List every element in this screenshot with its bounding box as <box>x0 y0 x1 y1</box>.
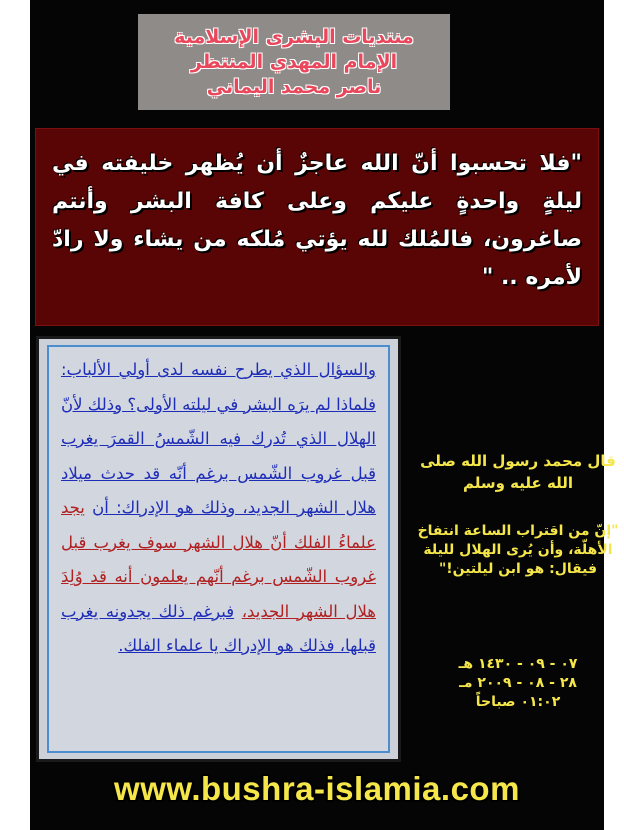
website-url: www.bushra-islamia.com <box>114 770 520 807</box>
author-name: ناصر محمد اليماني <box>206 75 382 98</box>
article-panel <box>36 336 401 762</box>
article-segment-3: فبرغم ذلك يجدونه يغرب قبلها، فذلك هو الإدراك يا علماء الفلك. <box>61 601 376 655</box>
date-gregorian: ٢٨ - ٠٨ - ٢٠٠٩ مـ <box>459 675 577 691</box>
forum-header <box>138 14 450 110</box>
article-text <box>61 353 376 664</box>
hadith-text: "إنّ من اقتراب الساعة انتفاخ الأهلّة، وأن يُرى الهلال لليلة فيقال: هو ابن ليلتين!" <box>417 523 619 577</box>
quote-text: "فلا تحسبوا أنّ الله عاجزٌ أن يُظهر خليفته في ليلةٍ واحدةٍ عليكم وعلى كافة البشر وأنتم صاغرون، فالمُلك لله يؤتي مُلكه من يشاء ولا رادّ لأمره .. " <box>52 151 582 290</box>
date-hijri: ٠٧ - ٠٩ - ١٤٣٠ هـ <box>458 656 578 672</box>
post-dates <box>412 655 624 712</box>
article-segment-2: يجد علماءُ الفلك أنّ هلال الشهر سوف يغرب قبل غروب الشّمس برغم أنّهم يعلمون أنه قد وُلِدَ هلال الشهر الجديد، <box>61 498 376 621</box>
quote-box <box>35 128 599 326</box>
article-frame <box>47 345 390 753</box>
hadith-title: قال محمد رسول الله صلى الله عليه وسلم <box>420 452 616 492</box>
article-segment-1: والسؤال الذي يطرح نفسه لدى أولي الألباب: فلماذا لم يرَه البشر في ليلته الأولى؟ وذلك لأنّ الهلال الذي تُدرك فيه الشّمسُ القمرَ يغرب قبل غروب الشّمس برغم أنّه قد حدث ميلاد هلال الشهر الجديد، وذلك هو الإدراك: أن <box>61 360 377 517</box>
hadith-sidebar <box>412 450 624 579</box>
post-time: ٠١:٠٢ صباحاً <box>475 694 561 710</box>
forum-subtitle: الإمام المهدي المنتظر <box>190 50 398 73</box>
forum-name: منتديات البشرى الإسلامية <box>174 25 414 48</box>
